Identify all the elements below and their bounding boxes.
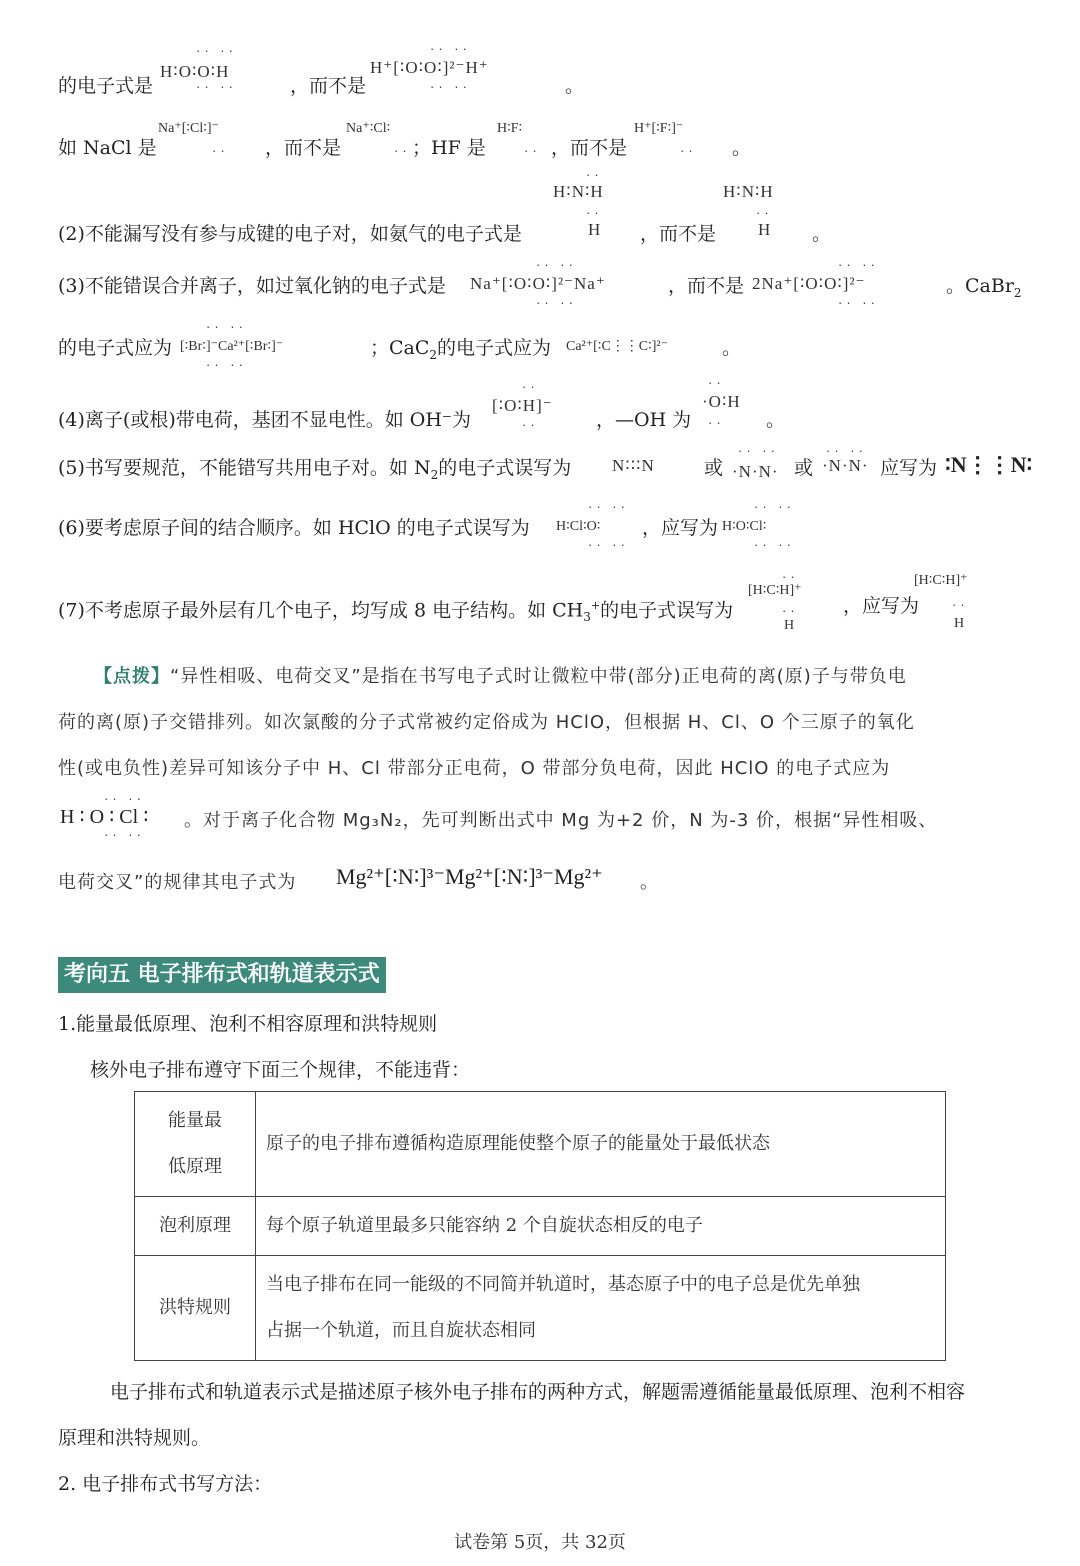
line2-end: 。 [732,137,752,159]
item3-tail: 。CaBr$_2$ [946,275,1022,300]
cabr2-formula: [∶Br∶]⁻Ca²⁺[∶Br∶]⁻ [180,339,284,354]
rule-name: 洪特规则 [135,1256,256,1361]
line2-mid3: ，而不是 [551,137,628,159]
hydroxyl-group-formula: ·O∶H [702,392,741,411]
ch3-wrong-top: [H∶C∶H]⁺ [748,583,802,598]
rules-table [134,1091,946,1361]
item7-mid: ，应写为 [843,595,920,617]
hydroxide-ion-formula: [∶O∶H]⁻ [492,396,553,415]
n2-wrong-formula-2: ·N·N· [732,462,779,481]
cac2-formula: Ca²⁺[∶C⋮⋮C∶]²⁻ [566,339,669,354]
table-row [135,1197,946,1256]
nacl-correct-formula: Na⁺[∶Cl∶]⁻ [158,121,219,136]
lone-pair-dots: ·· ·· [588,499,629,514]
ch3-correct-bottom: H [954,616,965,631]
item3-text: (3)不能错误合并离子，如过氧化钠的电子式是 [58,275,446,297]
lone-pair-dots: ·· [524,143,541,158]
lone-pair-dots: ·· [756,205,773,220]
n2-wrong-formula-1: N∶∶∶N [612,456,655,475]
lone-pair-dots: ·· [708,415,725,430]
lone-pair-dots: ·· ·· [536,257,577,272]
item4-mid: ，—OH 为 [596,409,692,431]
para-line2: 原理和洪特规则。 [58,1427,211,1449]
table-row [135,1256,946,1361]
lone-pair-dots: ·· ·· [104,791,145,806]
line1-mid: ，而不是 [290,75,367,97]
n2-correct-formula: ∶N⋮⋮N∶ [945,452,1033,477]
na2o2-correct-formula: Na⁺[∶O∶O∶]²⁻Na⁺ [470,274,606,293]
nh3-wrong-top: H∶N∶H [723,182,774,201]
h2o2-wrong-formula: H⁺[∶O∶O∶]²⁻H⁺ [370,58,489,77]
item6-text: (6)要考虑原子间的结合顺序。如 HClO 的电子式误写为 [58,517,530,539]
item4-end: 。 [766,409,786,431]
lone-pair-dots: ·· [394,143,411,158]
item5-or1: 或 [704,457,724,479]
rule-name: 泡利原理 [135,1197,256,1256]
item2-end: 。 [812,223,832,245]
mg3n2-formula: Mg²⁺[∶N∶]³⁻Mg²⁺[∶N∶]³⁻Mg²⁺ [336,864,603,889]
item2-mid: ，而不是 [640,223,717,245]
nh3-correct-top: H∶N∶H [553,182,604,201]
para-line1: 电子排布式和轨道表示式是描述原子核外电子排布的两种方式，解题需遵循能量最低原理、泡利不相容 [110,1381,966,1403]
item7-text: (7)不考虑原子最外层有几个电子，均写成 8 电子结构。如 $CH_3^+$的电子式误写为 [58,599,734,625]
tip-end: 。 [640,872,659,893]
tip-line5: 电荷交叉”的规律其电子式为 [58,872,297,893]
line2-mid2: ；HF 是 [412,137,486,159]
item3b-end: 。 [722,337,742,359]
lone-pair-dots: ·· ·· [826,443,867,458]
lone-pair-dots: ·· ·· [588,537,629,552]
hclo-correct-formula: H∶O∶Cl∶ [722,519,767,534]
lone-pair-dots: ·· [708,375,725,390]
tip-line4: 。对于离子化合物 Mg₃N₂，先可判断出式中 Mg 为+2 价，N 为-3 价，根据“异性相吸、 [184,810,938,831]
rule-name: 能量最 低原理 [135,1092,256,1197]
lone-pair-dots: ·· [952,597,969,612]
hclo-tip-formula: H ∶ O ∶ Cl ∶ [60,806,149,828]
hclo-wrong-formula: H∶Cl∶O∶ [556,519,601,534]
lone-pair-dots: ·· ·· [838,295,879,310]
item3b-mid: ；CaC$_2$的电子式应为 [370,337,552,362]
ch3-wrong-bottom: H [784,618,795,633]
n2-wrong-formula-3: ·N·N· [822,456,869,475]
lone-pair-dots: ·· ·· [738,443,779,458]
section-sub1: 1.能量最低原理、泡利不相容原理和洪特规则 [58,1013,438,1035]
lone-pair-dots: ·· ·· [536,295,577,310]
lone-pair-dots: ·· ·· [206,319,247,334]
tip-line3: 性(或电负性)差异可知该分子中 H、Cl 带部分正电荷，O 带部分负电荷，因此 HClO 的电子式应为 [58,758,891,779]
section-intro: 核外电子排布遵守下面三个规律，不能违背： [90,1059,471,1081]
item4-text: (4)离子(或根)带电荷，基团不显电性。如 OH⁻为 [58,409,471,431]
line1-end: 。 [565,75,585,97]
lone-pair-dots: ·· ·· [838,257,879,272]
item2-text: (2)不能漏写没有参与成键的电子对，如氨气的电子式是 [58,223,522,245]
line2-lead: 如 NaCl 是 [58,137,157,159]
rule-description: 原子的电子排布遵循构造原理能使整个原子的能量处于最低状态 [256,1092,946,1197]
lone-pair-dots: ·· ·· [196,43,237,58]
lone-pair-dots: ·· [522,417,539,432]
nacl-wrong-formula: Na⁺∶Cl∶ [346,121,391,136]
lone-pair-dots: ·· ·· [104,827,145,842]
na2o2-wrong-formula: 2Na⁺[∶O∶O∶]²⁻ [752,274,866,293]
item5-or2: 或 [794,457,814,479]
tip-line2: 荷的离(原)子交错排列。如次氯酸的分子式常被约定俗成为 HClO，但根据 H、Cl、O 个三原子的氧化 [58,712,915,733]
item5-text: (5)书写要规范，不能错写共用电子对。如 $N_2$的电子式误写为 [58,457,572,482]
tip-line1: 【点拨】“异性相吸、电荷交叉”是指在书写电子式时让微粒中带(部分)正电荷的离(原)子与带负电 [94,666,907,687]
line1-lead: 的电子式是 [58,75,154,97]
rule-description: 每个原子轨道里最多只能容纳 2 个自旋状态相反的电子 [256,1197,946,1256]
page-footer: 试卷第 5页，共 32页 [454,1532,626,1553]
lone-pair-dots: ·· ·· [196,79,237,94]
lone-pair-dots: ·· ·· [206,357,247,372]
lone-pair-dots: ·· [522,379,539,394]
nh3-wrong-bottom: H [758,220,772,239]
lone-pair-dots: ·· ·· [754,537,795,552]
lone-pair-dots: ·· [212,143,229,158]
lone-pair-dots: ·· ·· [430,79,471,94]
ch3-correct-top: [H∶C∶H]⁺ [914,573,968,588]
lone-pair-dots: ·· [782,603,799,618]
lone-pair-dots: ·· ·· [754,499,795,514]
nh3-correct-bottom: H [588,220,602,239]
item3-mid: ，而不是 [668,275,745,297]
line2-mid1: ，而不是 [265,137,342,159]
lone-pair-dots: ·· ·· [430,41,471,56]
h2o2-correct-formula: H∶O∶O∶H [160,62,230,81]
hf-correct-formula: H∶F∶ [497,121,523,136]
hf-wrong-formula: H⁺[∶F∶]⁻ [634,121,684,136]
rule-description: 当电子排布在同一能级的不同简并轨道时，基态原子中的电子总是优先单独 占据一个轨道，而且自旋状态相同 [256,1256,946,1361]
sub2-heading: 2. 电子排布式书写方法： [58,1473,273,1495]
lone-pair-dots: ·· [586,167,603,182]
item3b-lead: 的电子式应为 [58,337,173,359]
table-row [135,1092,946,1197]
item5-should: 应写为 [880,457,938,479]
lone-pair-dots: ·· [586,205,603,220]
item6-mid: ，应写为 [642,517,719,539]
lone-pair-dots: ·· [680,143,697,158]
section-heading: 考向五 电子排布式和轨道表示式 [58,957,386,993]
lone-pair-dots: ·· [782,569,799,584]
